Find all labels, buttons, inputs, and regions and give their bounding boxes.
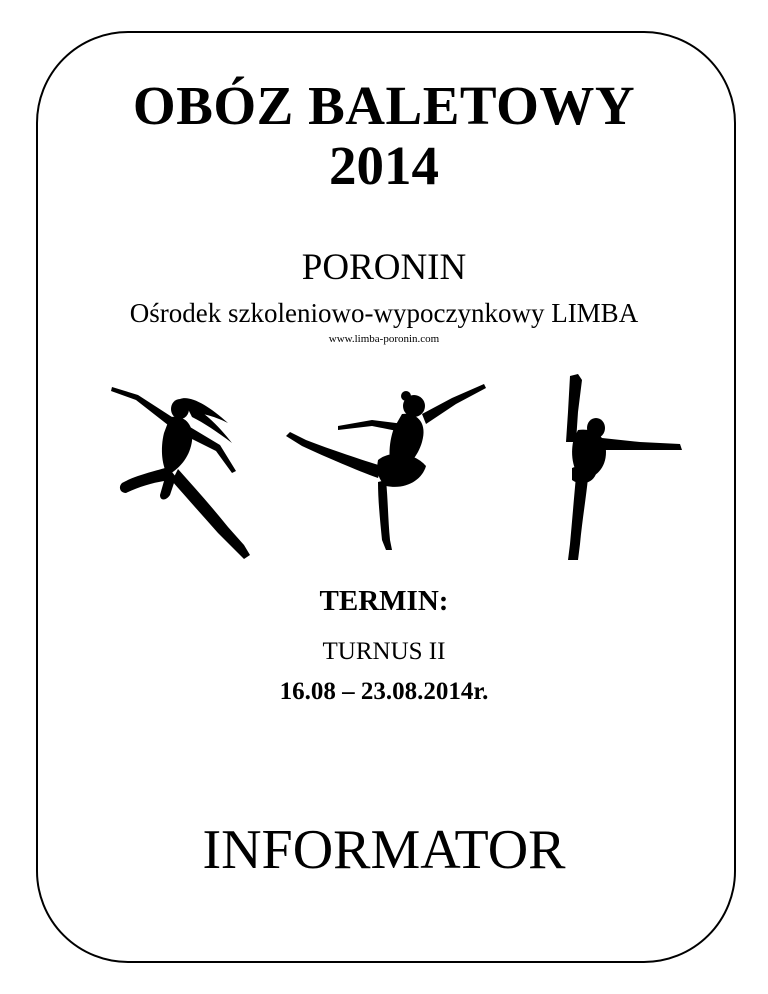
venue-website: www.limba-poronin.com [328,333,440,345]
camp-dates: 16.08 – 23.08.2014r. [279,678,489,705]
jumping-dancer-icon [108,383,256,561]
location-name: PORONIN [301,247,467,288]
leg-extension-dancer-icon [548,372,688,564]
term-heading: TERMIN: [319,585,449,617]
poster-year: 2014 [329,135,439,196]
poster-title: OBÓZ BALETOWY [132,75,636,136]
document-type-heading: INFORMATOR [202,819,566,881]
arabesque-ballerina-icon [282,380,492,552]
venue-name: Ośrodek szkoleniowo-wypoczynkowy LIMBA [129,298,639,328]
turnus-label: TURNUS II [322,638,446,665]
